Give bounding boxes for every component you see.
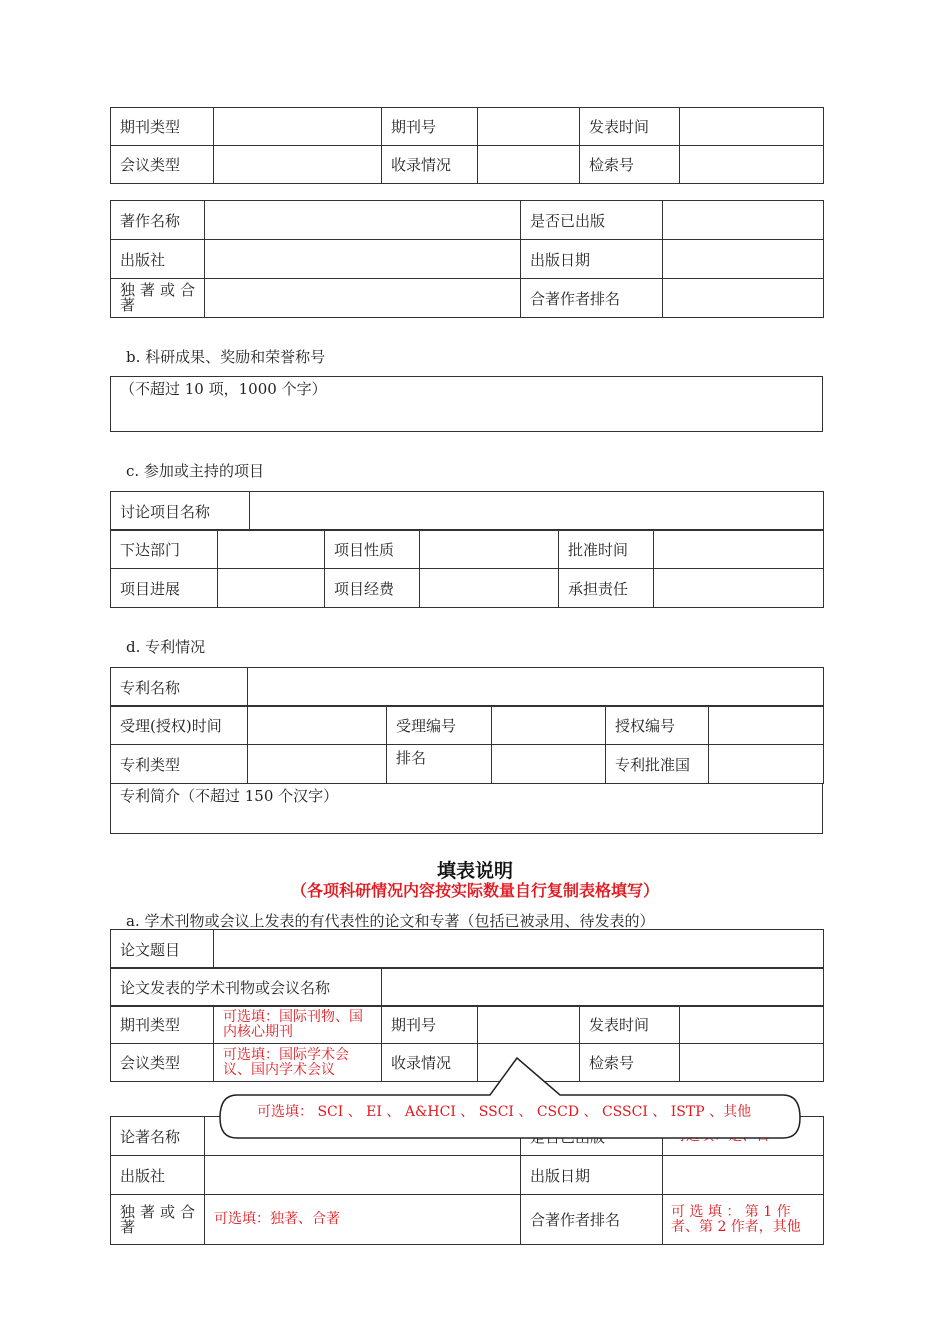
patent-table: [110, 705, 824, 784]
example-publisher-label: 出版社: [111, 1156, 205, 1195]
example-co-author-rank-label: 合著作者排名: [521, 1195, 663, 1245]
journal-type-field[interactable]: [214, 108, 382, 146]
achievements-table: [110, 376, 823, 432]
publish-date-field[interactable]: [663, 240, 824, 279]
acceptance-no-field[interactable]: [492, 706, 606, 745]
publish-time-field[interactable]: [680, 108, 824, 146]
section-c-title: c. 参加或主持的项目: [126, 462, 264, 480]
instructions-title: 填表说明: [436, 860, 513, 882]
project-name-label: 讨论项目名称: [111, 492, 250, 531]
indexed-label: 收录情况: [382, 146, 478, 184]
rank-label: 排名: [387, 745, 492, 784]
project-funds-field[interactable]: [420, 569, 559, 608]
paper-title-table: [110, 929, 824, 969]
example-journal-no-field[interactable]: [478, 1006, 580, 1044]
project-nature-label: 项目性质: [325, 530, 420, 569]
solo-or-co-field[interactable]: [205, 279, 521, 318]
publisher-field[interactable]: [205, 240, 521, 279]
grant-no-label: 授权编号: [606, 706, 709, 745]
instructions-subtitle: （各项科研情况内容按实际数量自行复制表格填写）: [290, 881, 659, 900]
patent-summary-label: 专利简介（不超过 150 个汉字）: [120, 787, 339, 805]
acceptance-time-label: 受理(授权)时间: [111, 706, 248, 745]
example-book-name-label: 论著名称: [111, 1117, 205, 1156]
example-publish-date-label: 出版日期: [521, 1156, 663, 1195]
project-name-field[interactable]: [250, 492, 824, 531]
journal-table: [110, 107, 824, 184]
acceptance-no-label: 受理编号: [387, 706, 492, 745]
patent-summary-table: [110, 783, 823, 834]
journal-no-field[interactable]: [478, 108, 580, 146]
instructions-section-a: a. 学术刊物或会议上发表的有代表性的论文和专著（包括已被录用、待发表的）: [126, 912, 655, 930]
example-conference-type-field[interactable]: 可选填：国际学术会议、国内学术会议: [214, 1044, 382, 1082]
patent-name-table: [110, 667, 824, 707]
venue-name-field[interactable]: [382, 968, 824, 1007]
achievements-hint: （不超过 10 项，1000 个字）: [120, 380, 327, 398]
example-co-author-rank-field[interactable]: 可 选 填 ： 第 1 作 者、第 2 作者，其他: [663, 1195, 824, 1245]
project-progress-field[interactable]: [218, 569, 325, 608]
publish-time-label: 发表时间: [580, 108, 680, 146]
grant-no-field[interactable]: [709, 706, 824, 745]
example-publish-time-label: 发表时间: [580, 1006, 680, 1044]
venue-name-table: [110, 967, 824, 1007]
book-name-field[interactable]: [205, 201, 521, 240]
rank-field[interactable]: [492, 745, 606, 784]
responsibility-label: 承担责任: [559, 569, 654, 608]
section-d-title: d. 专利情况: [126, 638, 206, 656]
index-no-label: 检索号: [580, 146, 680, 184]
journal-type-label: 期刊类型: [111, 108, 214, 146]
callout-bubble: [215, 1050, 815, 1150]
issuing-dept-field[interactable]: [218, 530, 325, 569]
approval-country-field[interactable]: [709, 745, 824, 784]
example-solo-or-co-field[interactable]: 可选填：独著、合著: [205, 1195, 521, 1245]
published-field[interactable]: [663, 201, 824, 240]
patent-summary-field[interactable]: [111, 784, 823, 834]
conference-type-field[interactable]: [214, 146, 382, 184]
project-name-table: [110, 491, 824, 531]
paper-title-field[interactable]: [214, 930, 824, 969]
venue-name-label: 论文发表的学术刊物或会议名称: [111, 968, 382, 1007]
patent-type-field[interactable]: [248, 745, 387, 784]
conference-type-label: 会议类型: [111, 146, 214, 184]
patent-name-field[interactable]: [248, 668, 824, 707]
paper-title-label: 论文题目: [111, 930, 214, 969]
achievements-field[interactable]: [111, 377, 823, 432]
approval-time-label: 批准时间: [559, 530, 654, 569]
example-journal-no-label: 期刊号: [382, 1006, 478, 1044]
responsibility-field[interactable]: [654, 569, 824, 608]
approval-country-label: 专利批准国: [606, 745, 709, 784]
book-name-label: 著作名称: [111, 201, 205, 240]
solo-or-co-label: 独 著 或 合 著: [111, 279, 205, 318]
publisher-label: 出版社: [111, 240, 205, 279]
publish-date-label: 出版日期: [521, 240, 663, 279]
book-table: [110, 200, 824, 318]
project-progress-label: 项目进展: [111, 569, 218, 608]
project-table: [110, 529, 824, 608]
callout-shape: [220, 1058, 800, 1138]
patent-type-label: 专利类型: [111, 745, 248, 784]
approval-time-field[interactable]: [654, 530, 824, 569]
acceptance-time-field[interactable]: [248, 706, 387, 745]
co-author-rank-label: 合著作者排名: [521, 279, 663, 318]
project-funds-label: 项目经费: [325, 569, 420, 608]
example-publish-date-field[interactable]: [663, 1156, 824, 1195]
co-author-rank-field[interactable]: [663, 279, 824, 318]
journal-no-label: 期刊号: [382, 108, 478, 146]
published-label: 是否已出版: [521, 201, 663, 240]
example-indexed-label: 收录情况: [382, 1044, 478, 1082]
callout-text: 可选填： SCI 、 EI 、 A&HCI 、 SSCI 、 CSCD 、 CSSCI 、 ISTP 、其他: [257, 1104, 752, 1120]
example-publish-time-field[interactable]: [680, 1006, 824, 1044]
example-conference-type-label: 会议类型: [111, 1044, 214, 1082]
example-journal-type-field[interactable]: 可选填：国际刊物、国内核心期刊: [214, 1006, 382, 1044]
section-b-title: b. 科研成果、奖励和荣誉称号: [126, 348, 326, 366]
issuing-dept-label: 下达部门: [111, 530, 218, 569]
example-solo-or-co-label: 独 著 或 合 著: [111, 1195, 205, 1245]
indexed-field[interactable]: [478, 146, 580, 184]
example-publisher-field[interactable]: [205, 1156, 521, 1195]
index-no-field[interactable]: [680, 146, 824, 184]
patent-name-label: 专利名称: [111, 668, 248, 707]
project-nature-field[interactable]: [420, 530, 559, 569]
example-index-no-label: 检索号: [580, 1044, 680, 1082]
example-journal-type-label: 期刊类型: [111, 1006, 214, 1044]
